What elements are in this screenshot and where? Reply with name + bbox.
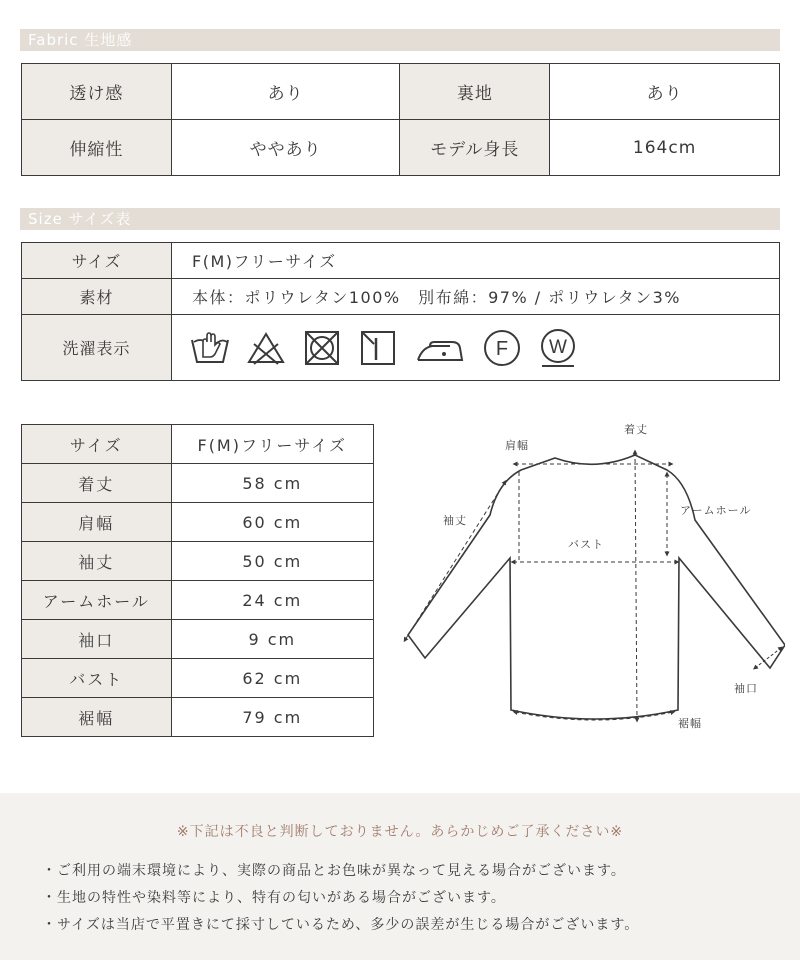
measurement-row [22, 542, 374, 581]
garment-diagram [395, 410, 785, 740]
armhole-label: アームホール [680, 504, 752, 517]
measurement-label: 肩幅 [22, 503, 172, 542]
measurement-value: 60 cm [171, 503, 373, 542]
hem-label: 裾幅 [678, 717, 702, 730]
bust-label: バスト [568, 538, 604, 551]
wet-clean-w-icon [538, 327, 578, 369]
material-value: 本体：ポリウレタン100% 別布綿：97% / ポリウレタン3% [172, 279, 780, 315]
measurement-header-label: サイズ [22, 425, 172, 464]
measurement-row [22, 620, 374, 659]
measurement-value: 50 cm [171, 542, 373, 581]
fabric-row [22, 64, 780, 120]
line-dry-shade-icon [358, 330, 398, 366]
material-label: 素材 [22, 279, 172, 315]
measurement-row [22, 581, 374, 620]
measurement-table [21, 424, 374, 737]
shoulder-label: 肩幅 [505, 439, 529, 452]
measurement-row [22, 464, 374, 503]
measurement-value: 9 cm [171, 620, 373, 659]
size-label: サイズ [22, 243, 172, 279]
measurement-row [22, 659, 374, 698]
size-section-header [20, 208, 780, 230]
fabric-section-header [20, 29, 780, 51]
size-info-row [22, 315, 780, 381]
measurement-row [22, 698, 374, 737]
measurement-label: バスト [22, 659, 172, 698]
measurement-label: 袖丈 [22, 542, 172, 581]
measurement-row [22, 503, 374, 542]
cuff-label: 袖口 [734, 682, 758, 695]
care-icons-cell [172, 315, 780, 381]
measurement-value: 24 cm [171, 581, 373, 620]
stretch-value: ややあり [171, 120, 400, 176]
size-section-title: Size サイズ表 [28, 210, 132, 228]
sleeve-label: 袖丈 [443, 514, 467, 527]
note-item: ・サイズは当店で平置きにて採寸しているため、多少の誤差が生じる場合がございます。 [42, 917, 640, 933]
iron-low-icon [414, 330, 466, 366]
note-item: ・ご利用の端末環境により、実際の商品とお色味が異なって見える場合がございます。 [42, 863, 626, 879]
hand-wash-icon [190, 330, 230, 366]
measurement-value: 58 cm [171, 464, 373, 503]
transparency-label: 透け感 [22, 64, 172, 120]
size-info-row [22, 279, 780, 315]
dry-clean-f-icon [482, 328, 522, 368]
measurement-value: 62 cm [171, 659, 373, 698]
length-label: 着丈 [624, 423, 648, 436]
lining-value: あり [550, 64, 780, 120]
fabric-row [22, 120, 780, 176]
measurement-header-row [22, 425, 374, 464]
measurement-label: 着丈 [22, 464, 172, 503]
fabric-table [21, 63, 780, 176]
no-tumble-dry-icon [302, 330, 342, 366]
dry-clean-letter: F [495, 337, 509, 360]
no-bleach-icon [246, 330, 286, 366]
length-measure-line [635, 452, 637, 720]
note-item: ・生地の特性や染料等により、特有の匂いがある場合がございます。 [42, 890, 506, 906]
size-info-row [22, 243, 780, 279]
model-height-value: 164cm [550, 120, 780, 176]
garment-outline [408, 455, 785, 719]
care-label: 洗濯表示 [22, 315, 172, 381]
measurement-value: 79 cm [171, 698, 373, 737]
fabric-section-title: Fabric 生地感 [28, 31, 133, 49]
transparency-value: あり [171, 64, 400, 120]
wet-clean-letter: W [549, 336, 567, 358]
notes-panel [0, 793, 800, 960]
care-icons [190, 327, 778, 369]
measurement-label: 裾幅 [22, 698, 172, 737]
measurement-label: 袖口 [22, 620, 172, 659]
size-info-table [21, 242, 780, 381]
measurement-label: アームホール [22, 581, 172, 620]
measurement-header-value: F(M)フリーサイズ [171, 425, 373, 464]
lining-label: 裏地 [400, 64, 550, 120]
stretch-label: 伸縮性 [22, 120, 172, 176]
model-height-label: モデル身長 [400, 120, 550, 176]
size-value: F(M)フリーサイズ [172, 243, 780, 279]
notes-heading: ※下記は不良と判断しておりません。あらかじめご了承ください※ [176, 824, 624, 840]
